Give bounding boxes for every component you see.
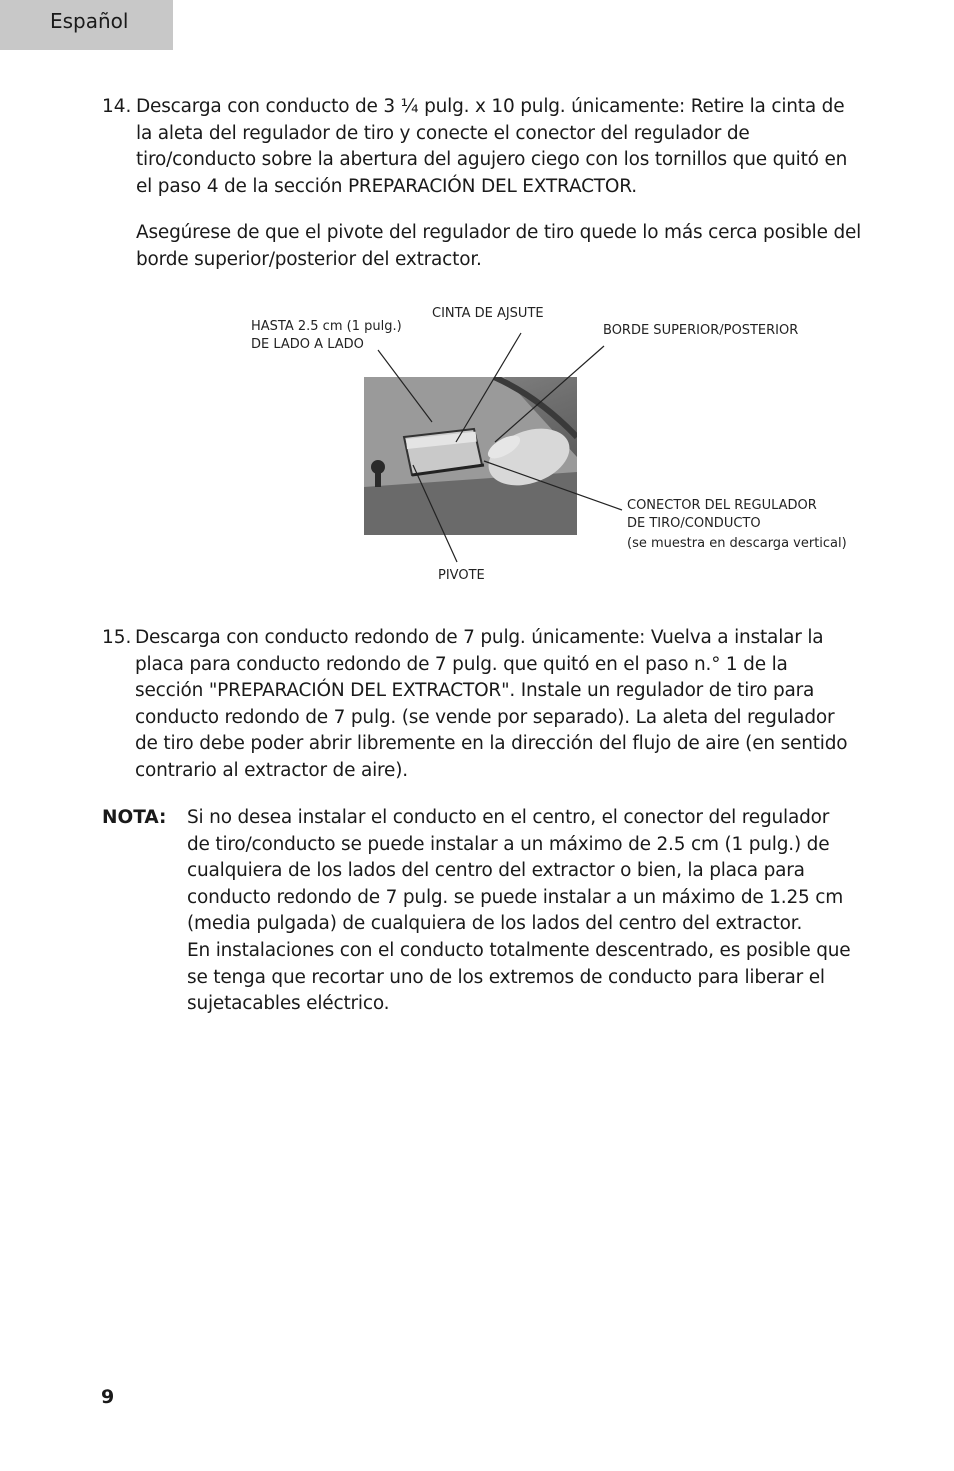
step-15-text: Descarga con conducto redondo de 7 pulg. únicamente: Vuelva a instalar la placa para conducto redondo de 7 pulg. que quitó en el paso n.° 1 de la sección "PREPARACIÓN DEL EXTRACTOR". Instale un regulador de tiro para conducto redondo de 7 pulg. (se vende por separado). La aleta del regulador de tiro debe poder abrir libremente en la dirección del flujo de aire (en sentido contrario al extractor de aire). (135, 627, 848, 781)
label-conector-line-1: CONECTOR DEL REGULADOR (627, 498, 817, 513)
note-text-2: En instalaciones con el conducto totalmente descentrado, es posible que se tenga que recortar uno de los extremos de conducto para liberar el sujetacables eléctrico. (187, 939, 851, 1015)
step-15-number: 15. (102, 627, 132, 648)
step-14-text: Descarga con conducto de 3 ¼ pulg. x 10 pulg. únicamente: Retire la cinta de la aleta del regulador de tiro y conecte el conector del regulador de tiro/conducto sobre la abertura del agujero ciego con los tornillos que quitó en el paso 4 de la sección PREPARACIÓN DEL EXTRACTOR. (136, 96, 848, 197)
label-borde: BORDE SUPERIOR/POSTERIOR (603, 323, 799, 338)
note-text-1: Si no desea instalar el conducto en el centro, el conector del regulador de tiro/conducto se puede instalar a un máximo de 2.5 cm (1 pulg.) de cualquiera de los lados del centro del extractor o bien, la placa para conducto redondo de 7 pulg. se puede instalar a un máximo de 1.25 cm (media pulgada) de cualquiera de los lados del centro del extractor. (187, 807, 844, 935)
page-number: 9 (101, 1386, 115, 1408)
label-cinta: CINTA DE AJSUTE (432, 306, 544, 321)
step-14-followup: Asegúrese de que el pivote del regulador de tiro quede lo más cerca posible del borde superior/posterior del extractor. (136, 222, 862, 270)
note-body (187, 805, 857, 1018)
language-tab-label: Español (50, 9, 129, 33)
label-hasta-line-2: DE LADO A LADO (251, 337, 364, 352)
note-label: NOTA: (102, 807, 167, 828)
label-conector-line-2: DE TIRO/CONDUCTO (627, 516, 761, 531)
label-conector-line-3: (se muestra en descarga vertical) (627, 536, 847, 551)
label-hasta-line-1: HASTA 2.5 cm (1 pulg.) (251, 319, 402, 334)
label-pivote: PIVOTE (438, 568, 485, 583)
step-14-number: 14. (102, 96, 132, 117)
